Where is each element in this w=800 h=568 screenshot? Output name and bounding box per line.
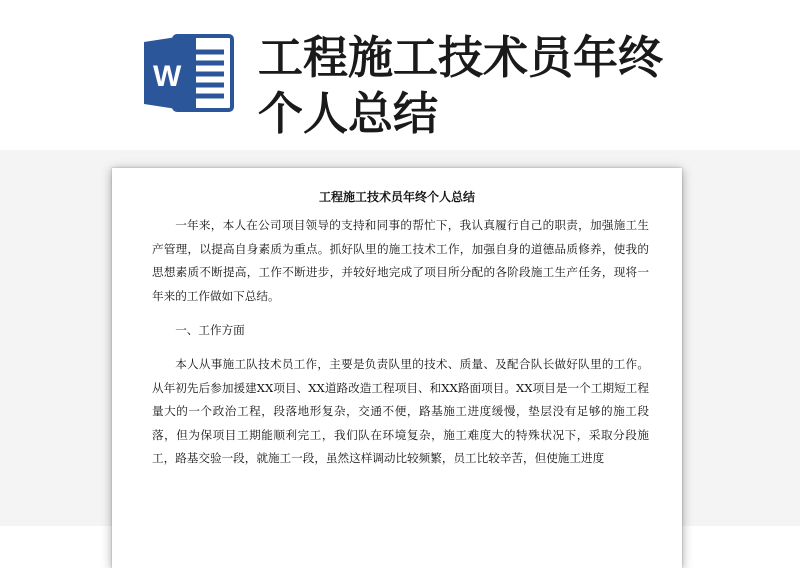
document-body bbox=[152, 214, 649, 481]
word-document-icon bbox=[140, 32, 240, 114]
document-page bbox=[112, 168, 682, 568]
paragraph-intro: 一年来，本人在公司项目领导的支持和同事的帮忙下，我认真履行自己的职责，加强施工生产管理，以提高自身素质为重点。抓好队里的施工技术工作，加强自身的道德品质修养，使我的思想素质不断提高，工作不断进步，并较好地完成了项目所分配的各阶段施工生产任务，现将一年来的工作做如下总结。 bbox=[152, 218, 649, 303]
paragraph-work: 本人从事施工队技术员工作，主要是负责队里的技术、质量、及配合队长做好队里的工作。从年初先后参加援建XX项目、XX道路改造工程项目、和XX路面项目。XX项目是一个工期短工程量大的一个政治工程，段落地形复杂，交通不便，路基施工进度缓慢，垫层没有足够的施工段落，但为保项目工期能顺利完工，我们队在环境复杂，施工难度大的特殊状况下，采取分段施工，路基交验一段，就施工一段，虽然这样调动比较频繁，员工比较辛苦，但使施工进度 bbox=[152, 356, 649, 466]
page-title-line-1: 工程施工技术员年终 bbox=[258, 31, 664, 84]
page-title-line-2: 个人总结 bbox=[258, 87, 439, 140]
page-title bbox=[258, 30, 778, 142]
document-title: 工程施工技术员年终个人总结 bbox=[318, 190, 475, 204]
section-heading-work: 一、工作方面 bbox=[175, 322, 245, 337]
header-banner bbox=[0, 0, 800, 150]
svg-text:W: W bbox=[153, 60, 182, 93]
